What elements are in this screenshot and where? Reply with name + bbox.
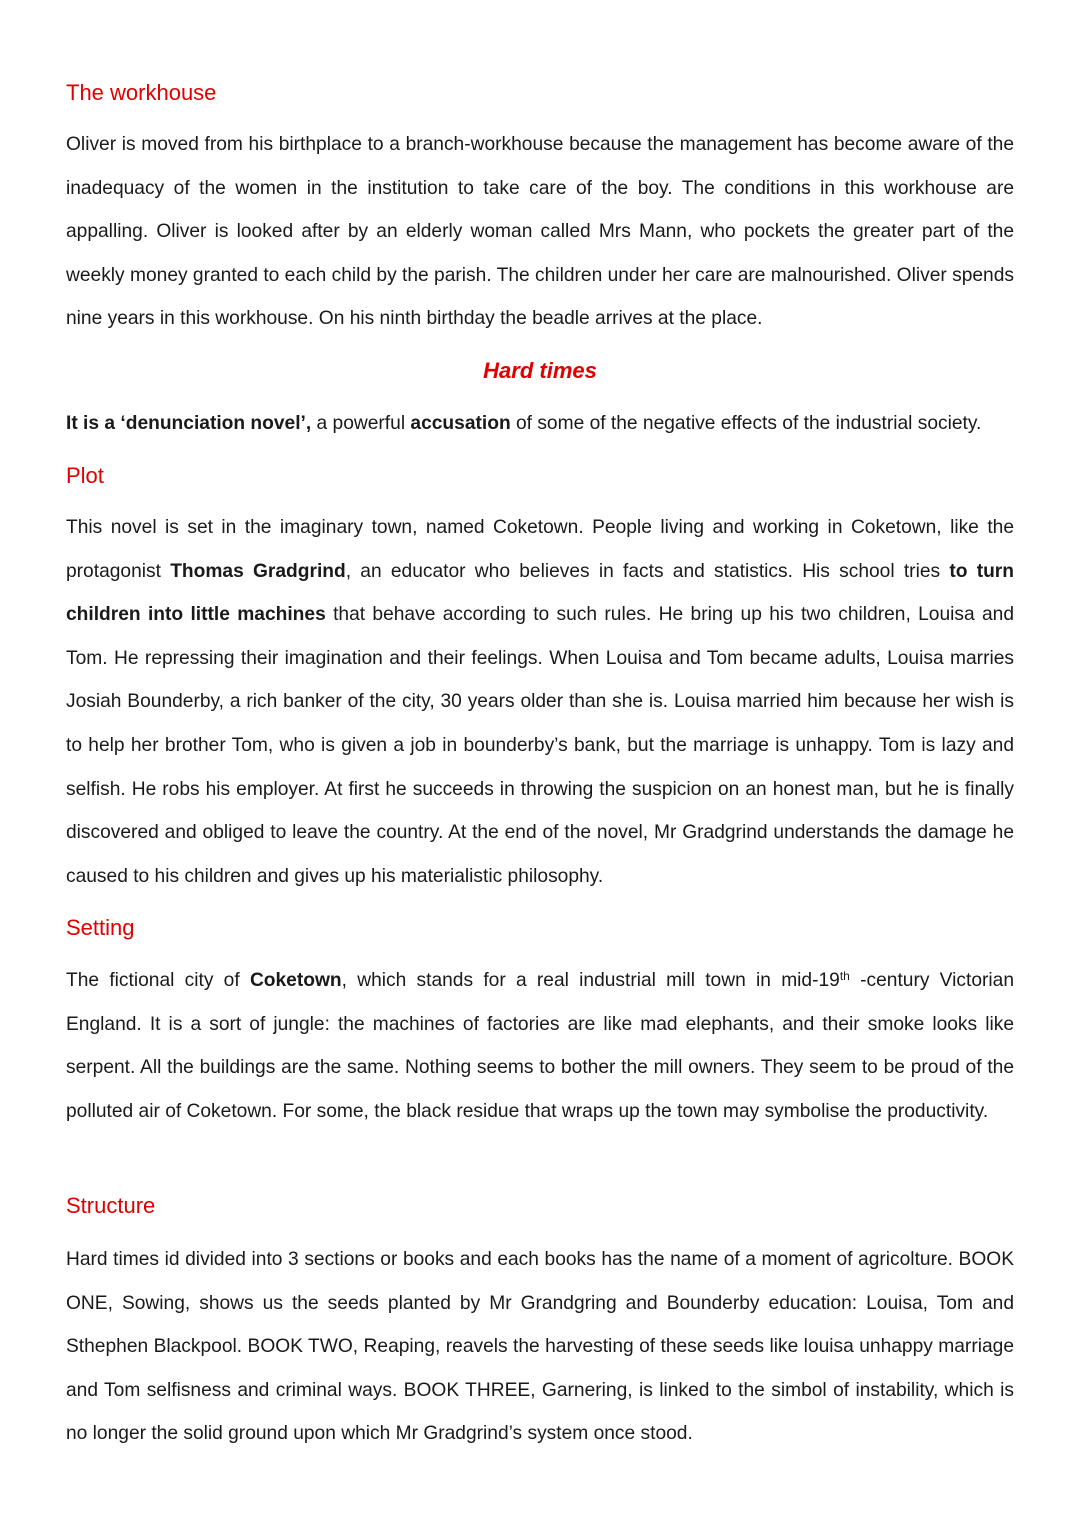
- workhouse-heading: The workhouse: [66, 80, 217, 105]
- intro-bold-accusation: accusation: [410, 413, 511, 434]
- intro-text-2: of some of the negative effects of the industrial society.: [510, 413, 982, 434]
- plot-text-2: , an educator who believes in facts and statistics. His school tries: [345, 560, 950, 582]
- plot-bold-gradgrind: Thomas Gradgrind: [170, 560, 346, 582]
- setting-paragraph: [66, 959, 1014, 1133]
- setting-text-3: -century Victorian England. It is a sort of jungle: the machines of factories are like mad elephants, and their smoke looks like serpent. All the buildings are the same. Nothing seems to bother the mill owners. They seem to be proud of the polluted air of Coketown. For some, the black residue that wraps up the town may symbolise the productivity.: [66, 970, 1014, 1122]
- setting-superscript: th: [839, 969, 850, 983]
- plot-text-1: This novel is set in the imaginary town, named Coketown. People living and working in Coketown, like the protagonist: [66, 517, 1014, 582]
- plot-heading: Plot: [66, 463, 104, 488]
- setting-text-2: , which stands for a real industrial mill town in mid-19: [341, 970, 840, 991]
- setting-heading: Setting: [66, 915, 135, 940]
- plot-paragraph: [66, 506, 1014, 898]
- hard-times-title: Hard times: [483, 358, 597, 383]
- workhouse-paragraph: Oliver is moved from his birthplace to a branch-workhouse because the management has become aware of the inadequacy of the women in the institution to take care of the boy. The conditions in this workhouse are appalling. Oliver is looked after by an elderly woman called Mrs Mann, who pockets the greater part of the weekly money granted to each child by the parish. The children under her care are malnourished. Oliver spends nine years in this workhouse. On his ninth birthday the beadle arrives at the place.: [66, 134, 1014, 330]
- hard-times-intro: [66, 409, 1014, 439]
- plot-text-3: that behave according to such rules. He bring up his two children, Louisa and Tom. He repressing their imagination and their feelings. When Louisa and Tom became adults, Louisa marries Josiah Bounderby, a rich banker of the city, 30 years older than she is. Louisa married him because her wish is to help her brother Tom, who is given a job in bounderby’s bank, but the marriage is unhappy. Tom is lazy and selfish. He robs his employer. At first he succeeds in throwing the suspicion on an honest man, but he is finally discovered and obliged to leave the country. At the end of the novel, Mr Gradgrind understands the damage he caused to his children and gives up his materialistic philosophy.: [66, 604, 1014, 887]
- intro-bold-denunciation: It is a ‘denunciation novel’,: [66, 413, 312, 434]
- structure-heading: Structure: [66, 1193, 156, 1218]
- structure-paragraph: Hard times id divided into 3 sections or books and each books has the name of a moment of agricolture. BOOK ONE, Sowing, shows us the seeds planted by Mr Grandgring and Bounderby education: Louisa, Tom and Sthephen Blackpool. BOOK TWO, Reaping, reavels the harvesting of these seeds like louisa unhappy marriage and Tom selfisness and criminal ways. BOOK THREE, Garnering, is linked to the simbol of instability, which is no longer the solid ground upon which Mr Gradgrind’s system once stood.: [66, 1249, 1014, 1445]
- plot-bold-machines: to turn children into little machines: [66, 560, 1014, 626]
- intro-text-1: a powerful: [311, 413, 411, 434]
- setting-bold-coketown: Coketown: [249, 970, 342, 991]
- setting-text-1: The fictional city of: [66, 970, 250, 991]
